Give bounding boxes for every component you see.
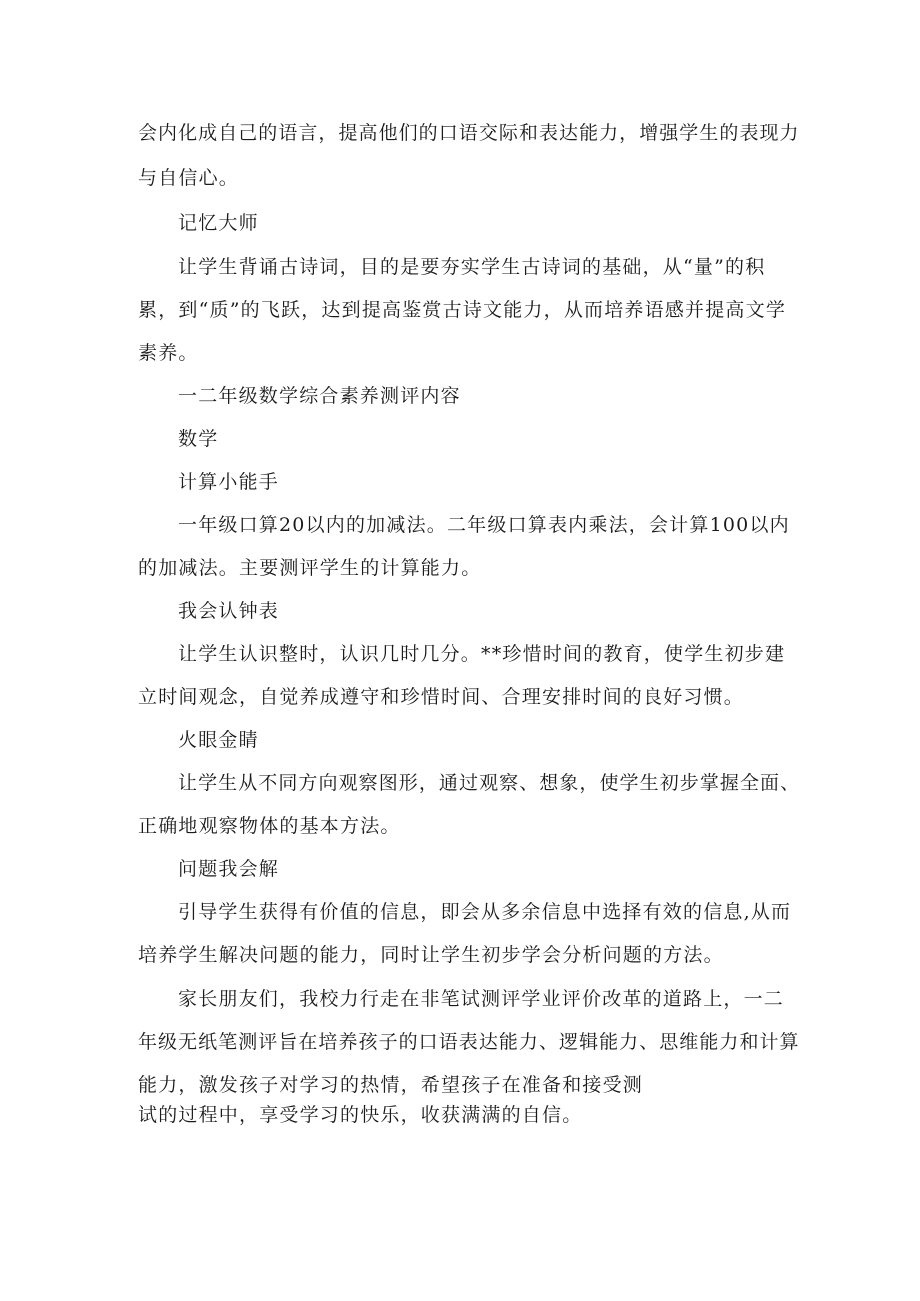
paragraph-line: 试的过程中，享受学习的快乐，收获满满的自信。 [138, 1104, 583, 1126]
paragraph-line: 让学生从不同方向观察图形，通过观察、想象，使学生初步掌握全面、 [178, 772, 801, 794]
paragraph-line: 引导学生获得有价值的信息，即会从多余信息中选择有效的信息,从而 [178, 901, 792, 923]
section-heading: 问题我会解 [178, 858, 280, 880]
paragraph-line: 家长朋友们，我校力行走在非笔试测评学业评价改革的道路上，一二 [178, 988, 785, 1010]
paragraph-line: 能力，激发孩子对学习的热情，希望孩子在准备和接受测 [138, 1074, 644, 1096]
section-heading: 数学 [178, 428, 219, 450]
section-heading: 记忆大师 [178, 212, 259, 234]
paragraph-line: 立时间观念，自觉养成遵守和珍惜时间、合理安排时间的良好习惯。 [138, 686, 745, 708]
paragraph-line: 与自信心。 [138, 167, 240, 189]
paragraph-line: 会内化成自己的语言，提高他们的口语交际和表达能力，增强学生的表现力 [138, 122, 800, 144]
section-heading: 一二年级数学综合素养测评内容 [178, 385, 461, 407]
paragraph-line: 一年级口算20以内的加减法。二年级口算表内乘法，会计算100以内 [178, 514, 790, 536]
paragraph-line: 让学生认识整时，认识几时几分。**珍惜时间的教育，使学生初步建 [178, 643, 786, 665]
section-heading: 我会认钟表 [178, 600, 280, 622]
paragraph-line: 培养学生解决问题的能力，同时让学生初步学会分析问题的方法。 [138, 944, 724, 966]
section-heading: 计算小能手 [178, 471, 280, 493]
paragraph-line: 素养。 [138, 342, 199, 364]
section-heading: 火眼金睛 [178, 729, 259, 751]
paragraph-line: 累，到“质”的飞跃，达到提高鉴赏古诗文能力，从而培养语感并提高文学 [138, 299, 787, 321]
paragraph-line: 年级无纸笔测评旨在培养孩子的口语表达能力、逻辑能力、思维能力和计算 [138, 1031, 800, 1053]
paragraph-line: 让学生背诵古诗词，目的是要夯实学生古诗词的基础，从“量”的积 [178, 256, 766, 278]
paragraph-line: 正确地观察物体的基本方法。 [138, 815, 401, 837]
paragraph-line: 的加减法。主要测评学生的计算能力。 [138, 557, 482, 579]
